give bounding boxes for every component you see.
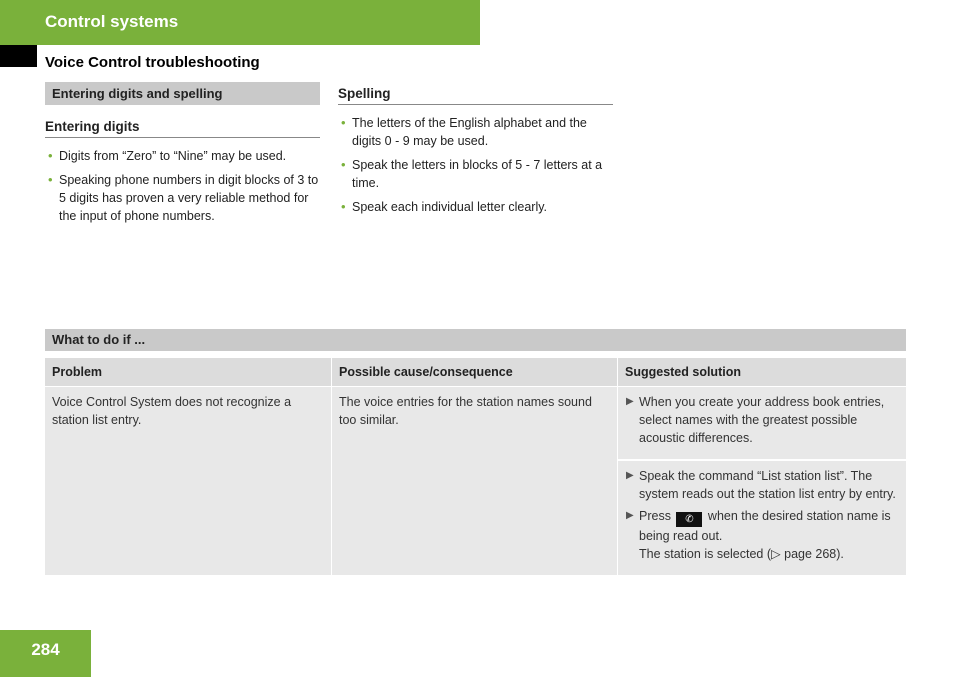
list-item: • The letters of the English alphabet and the digits 0 - 9 may be used. [338, 114, 613, 150]
section-heading: Entering digits and spelling [45, 82, 320, 105]
arrow-right-icon: ▶ [626, 396, 634, 407]
subsection-heading: Spelling [338, 82, 613, 105]
column-header-cause: Possible cause/consequence [331, 358, 617, 386]
solution-cell [617, 386, 906, 459]
voice-control-key-icon: ✆ [676, 512, 702, 527]
solution-step: ▶ Speak the command “List station list”. The system reads out the station list entry by entry. [626, 469, 896, 501]
table-title: What to do if ... [45, 329, 906, 351]
troubleshooting-table [45, 358, 906, 575]
column-header-solution: Suggested solution [617, 358, 906, 386]
arrow-right-icon: ▶ [626, 510, 634, 521]
solution-step: ▶ When you create your address book entries, select names with the greatest possible acoustic differences. [626, 395, 885, 445]
page-number: 284 [0, 630, 91, 677]
problem-cell: Voice Control System does not recognize a station list entry. [45, 386, 331, 575]
page-title: Voice Control troubleshooting [45, 54, 260, 71]
page-reference-icon: ▷ [771, 547, 781, 561]
list-item: • Speaking phone numbers in digit blocks of 3 to 5 digits has proven a very reliable method for the input of phone numbers. [45, 171, 320, 225]
cause-cell: The voice entries for the station names sound too similar. [331, 386, 617, 575]
black-tab [0, 45, 37, 67]
list-item: • Digits from “Zero” to “Nine” may be used. [45, 147, 320, 165]
bullet-list [45, 147, 320, 225]
bullet-list [338, 114, 613, 216]
spelling-section [338, 82, 613, 222]
troubleshooting-table-section [45, 329, 906, 575]
subsection-heading: Entering digits [45, 115, 320, 138]
arrow-right-icon: ▶ [626, 470, 634, 481]
column-header-problem: Problem [45, 358, 331, 386]
solution-cell [617, 459, 906, 575]
section-title: Control systems [45, 12, 179, 31]
solution-step: ▶ Press ✆ when the desired station name is being read out. The station is selected (▷ page 268). [626, 509, 891, 561]
entering-digits-section [45, 82, 320, 231]
list-item: • Speak the letters in blocks of 5 - 7 letters at a time. [338, 156, 613, 192]
list-item: • Speak each individual letter clearly. [338, 198, 613, 216]
